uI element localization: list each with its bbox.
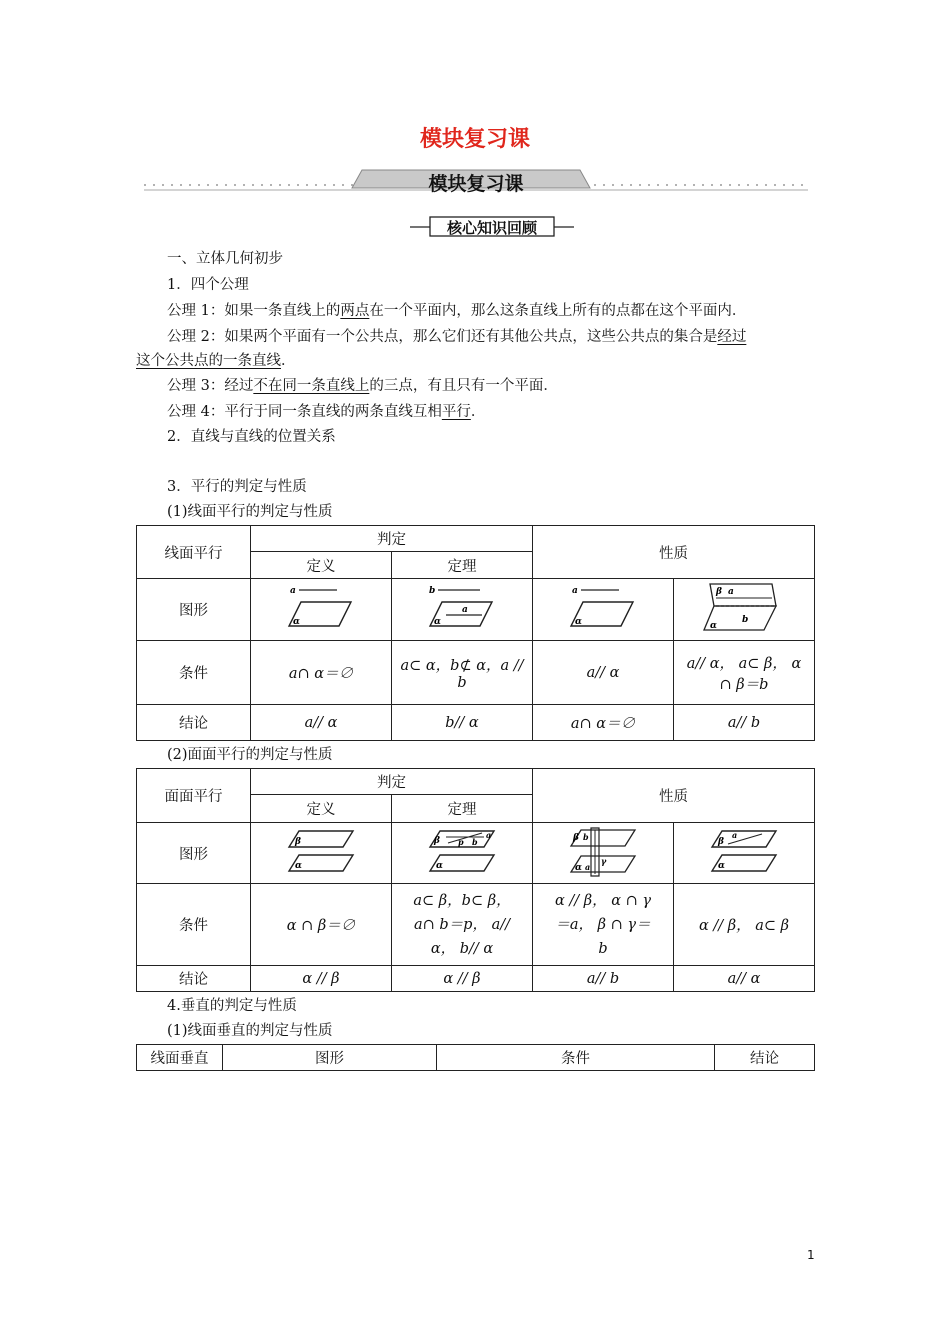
t3-corner: 线面垂直 <box>137 1045 223 1071</box>
t2-figure-row-label: 图形 <box>137 823 251 884</box>
svg-text:b: b <box>742 614 749 625</box>
svg-text:α: α <box>575 863 582 873</box>
axiom-4-blank: 平行 <box>441 404 471 420</box>
intersecting-lines-in-plane-figure <box>424 827 500 879</box>
t2-conclusion-property-2: a// α <box>674 966 815 992</box>
line-above-plane-figure <box>281 584 361 636</box>
t2-conclusion-property-1: a// b <box>533 966 674 992</box>
t1-condition-property-1: a// α <box>533 641 674 705</box>
t2-figure-theorem <box>392 823 533 884</box>
t1-figure-property-2 <box>674 579 815 641</box>
line-plane-parallel-table <box>136 525 815 741</box>
svg-text:β: β <box>718 837 724 847</box>
t2-definition-header: 定义 <box>251 795 392 823</box>
axiom-2-end: ． <box>281 353 296 369</box>
t2-condition-property-2: α // β， a⊂ β <box>674 884 815 966</box>
svg-text:α: α <box>434 616 441 627</box>
plane-plane-parallel-table <box>136 768 815 992</box>
svg-text:α: α <box>718 861 725 871</box>
axiom-2-blank-a: 经过 <box>717 329 747 345</box>
t1-condition-theorem: a⊂ α，b⊄ α，a // b <box>392 641 533 705</box>
line-in-parallel-plane-figure <box>706 827 782 879</box>
heading-perpendicular: 4.垂直的判定与性质 <box>167 998 297 1014</box>
svg-text:β: β <box>295 837 301 847</box>
svg-text:a: a <box>585 862 591 872</box>
t1-judge-header: 判定 <box>251 526 533 552</box>
t2-corner: 面面平行 <box>137 769 251 823</box>
t3-figure-header: 图形 <box>223 1045 437 1071</box>
t1-condition-definition: a∩ α＝∅ <box>251 641 392 705</box>
svg-text:α: α <box>293 616 300 627</box>
intersecting-planes-figure <box>702 582 786 638</box>
svg-text:a: a <box>290 585 296 596</box>
t2-condition-property-1: α // β， α ∩ γ＝a， β ∩ γ＝b <box>533 884 674 966</box>
t1-corner: 线面平行 <box>137 526 251 579</box>
svg-text:β: β <box>716 586 722 597</box>
svg-text:α: α <box>295 861 302 871</box>
axiom-3 <box>167 374 558 395</box>
axiom-3-text-b: 的三点，有且只有一个平面． <box>369 378 558 394</box>
svg-text:α: α <box>436 861 443 871</box>
t2-conclusion-theorem: α // β <box>392 966 533 992</box>
axiom-1-text-a: 公理 1：如果一条直线上的 <box>167 303 341 319</box>
t1-condition-property-2: a// α， a⊂ β， α ∩ β＝b <box>674 641 815 705</box>
t1-conclusion-property-2: a// b <box>674 705 815 741</box>
axiom-3-text-a: 公理 3：经过 <box>167 378 254 394</box>
t1-theorem-header: 定理 <box>392 552 533 579</box>
svg-text:a: a <box>572 585 578 596</box>
axiom-4 <box>167 400 485 421</box>
t2-condition-definition: α ∩ β＝∅ <box>251 884 392 966</box>
axiom-2-cont <box>136 349 296 370</box>
svg-text:a: a <box>732 830 738 840</box>
heading-four-axioms: 1．四个公理 <box>167 277 249 293</box>
svg-text:b: b <box>583 832 589 842</box>
svg-text:p: p <box>458 837 464 847</box>
banner-title: 模块复习课 <box>428 173 524 195</box>
page-number: 1 <box>807 1248 815 1262</box>
t2-conclusion-row-label: 结论 <box>137 966 251 992</box>
t3-condition-header: 条件 <box>437 1045 715 1071</box>
t2-condition-theorem: a⊂ β，b⊂ β， a∩ b＝p， a// α， b// α <box>392 884 533 966</box>
svg-text:b: b <box>472 837 478 847</box>
t2-judge-header: 判定 <box>251 769 533 795</box>
svg-text:γ: γ <box>601 856 607 866</box>
axiom-1-text-b: 在一个平面内，那么这条直线上所有的点都在这个平面内． <box>369 303 747 319</box>
t1-figure-theorem <box>392 579 533 641</box>
section-box-label: 核心知识回顾 <box>446 219 537 237</box>
t1-conclusion-theorem: b// α <box>392 705 533 741</box>
svg-text:β: β <box>573 833 579 843</box>
t1-figure-property-1 <box>533 579 674 641</box>
t2-figure-definition <box>251 823 392 884</box>
heading-line-plane-parallel: (1)线面平行的判定与性质 <box>167 504 333 520</box>
axiom-2-blank-b: 这个公共点的一条直线 <box>136 353 281 369</box>
two-parallel-planes-figure <box>283 827 359 879</box>
document-title: 模块复习课 <box>419 126 530 152</box>
svg-text:α: α <box>575 616 582 627</box>
svg-text:a: a <box>728 586 734 597</box>
t2-conclusion-definition: α // β <box>251 966 392 992</box>
t1-definition-header: 定义 <box>251 552 392 579</box>
heading-line-relations: 2．直线与直线的位置关系 <box>167 429 336 445</box>
heading-solid-geometry: 一、立体几何初步 <box>167 251 283 267</box>
section-banner <box>140 166 812 196</box>
heading-line-plane-perpendicular: (1)线面垂直的判定与性质 <box>167 1023 333 1039</box>
t1-figure-definition <box>251 579 392 641</box>
t1-figure-row-label: 图形 <box>137 579 251 641</box>
third-plane-cutting-figure <box>565 826 641 880</box>
t2-figure-property-2 <box>674 823 815 884</box>
axiom-4-text-b: ． <box>470 404 486 420</box>
t3-conclusion-header: 结论 <box>715 1045 815 1071</box>
axiom-4-text-a: 公理 4：平行于同一条直线的两条直线互相 <box>167 404 442 420</box>
t1-property-header: 性质 <box>533 526 815 579</box>
svg-text:b: b <box>429 585 436 596</box>
line-parallel-plane-figure <box>563 584 643 636</box>
heading-plane-plane-parallel: (2)面面平行的判定与性质 <box>167 747 333 763</box>
axiom-1 <box>167 299 746 320</box>
axiom-2-text-a: 公理 2：如果两个平面有一个公共点，那么它们还有其他公共点，这些公共点的集合是 <box>167 329 718 345</box>
svg-text:β: β <box>434 836 440 846</box>
t1-conclusion-definition: a// α <box>251 705 392 741</box>
t1-condition-row-label: 条件 <box>137 641 251 705</box>
svg-text:a: a <box>486 830 492 840</box>
line-parallel-line-in-plane-figure <box>422 584 502 636</box>
axiom-2 <box>167 325 746 346</box>
t1-conclusion-row-label: 结论 <box>137 705 251 741</box>
t2-condition-row-label: 条件 <box>137 884 251 966</box>
t1-conclusion-property-1: a∩ α＝∅ <box>533 705 674 741</box>
heading-parallel: 3．平行的判定与性质 <box>167 479 307 495</box>
axiom-3-blank: 不在同一条直线上 <box>253 378 370 394</box>
svg-text:α: α <box>710 620 717 631</box>
t2-property-header: 性质 <box>533 769 815 823</box>
t2-figure-property-1 <box>533 823 674 884</box>
axiom-1-blank: 两点 <box>340 303 370 319</box>
svg-text:a: a <box>462 604 468 615</box>
line-plane-perpendicular-table <box>136 1044 815 1071</box>
t2-theorem-header: 定理 <box>392 795 533 823</box>
section-box <box>410 216 574 238</box>
